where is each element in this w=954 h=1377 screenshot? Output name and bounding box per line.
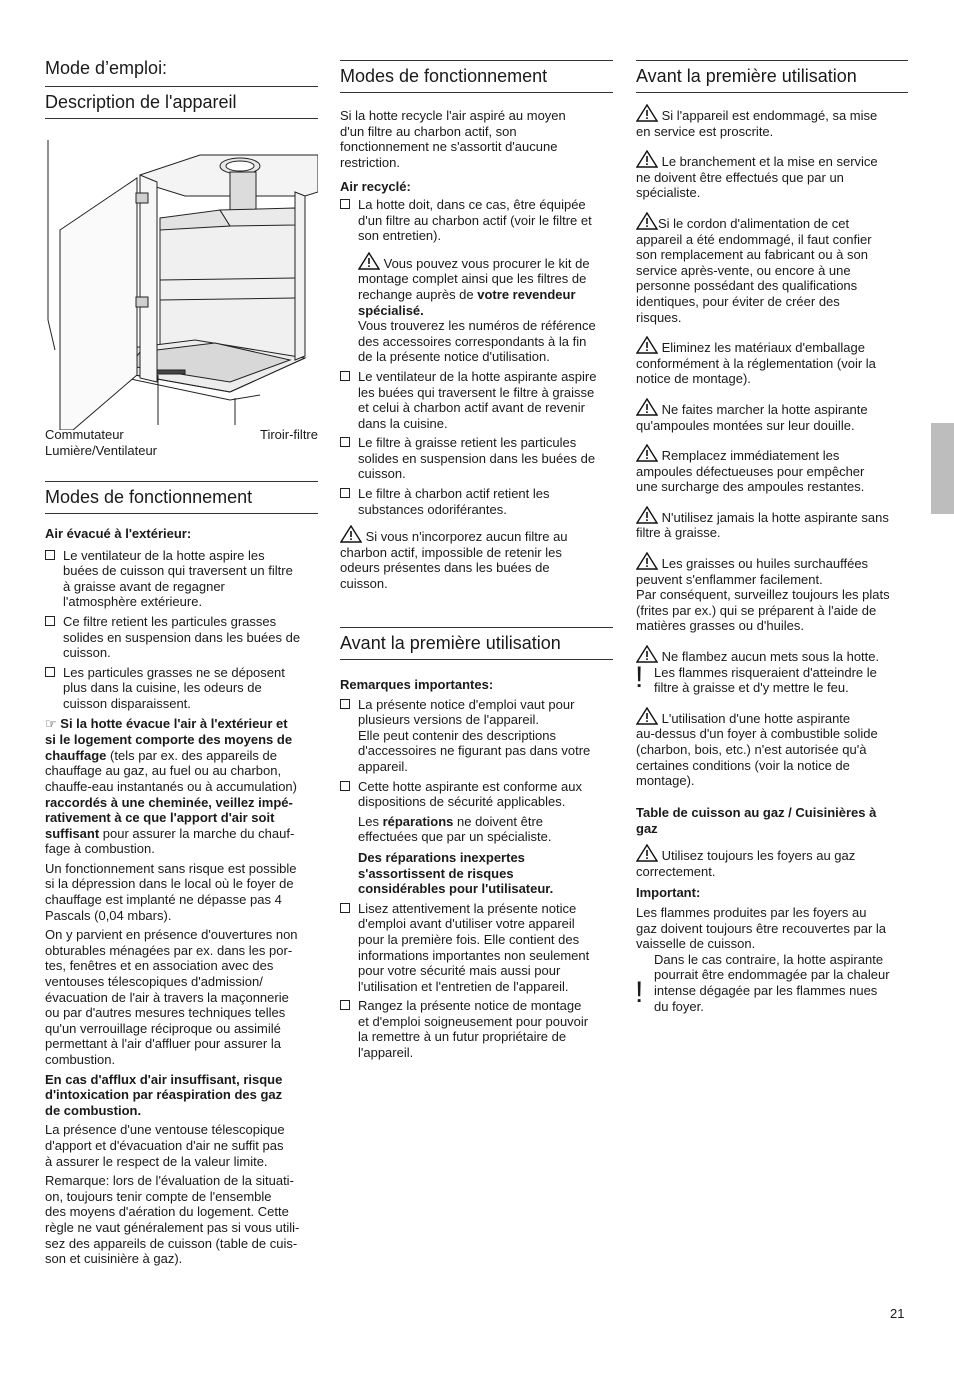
warning-paragraph: Les graisses ou huiles surchauffées peuvent s'enflammer facilement. Par conséquent, surveillez toujours les plats (frites par ex.) qui se préparent à l'aide de matières grasses ou d'huiles. [636,552,908,634]
para-afflux: En cas d'afflux d'air insuffisant, risque d'intoxication par réaspiration des gaz de combustion. [45,1071,283,1118]
caption-commutateur: Commutateur [45,427,124,442]
list-item: Le filtre à graisse retient les particules solides en suspension dans les buées de cuisson. [340,435,613,482]
warning-icon [636,212,658,230]
warning-paragraph: Le branchement et la mise en service ne doivent être effectués que par un spécialiste. [636,150,908,201]
list-item: La présente notice d'emploi vaut pour plusieurs versions de l'appareil. Elle peut contenir des descriptions d'accessoires ne figurant pas dans votre appareil. [340,697,613,775]
side-tab-marker [931,423,954,514]
gaz-block [636,805,908,1014]
section-heading-description: Description de l'appareil [45,86,318,119]
warnings-block [636,104,908,789]
warning-icon [636,398,658,416]
exclamation-icon: ! [635,975,644,1009]
air-recycle-title: Air recyclé: [340,179,411,195]
important-indent: ! Dans le cas contraire, la hotte aspirante pourrait être endommagée par la chaleur intense dégagée par les flammes nues du foyer. [635,951,890,1014]
gaz-warning: Utilisez toujours les foyers au gaz correctement. [636,844,908,879]
list-item: Le ventilateur de la hotte aspirante aspire les buées qui traversent le filtre à graisse et celui à charbon actif avant de revenir dans la cuisine. [340,369,613,431]
list-item: Ce filtre retient les particules grasses solides en suspension dans les buées de cuisson. [45,614,318,661]
warning-icon [636,444,658,462]
recycle-block [340,108,613,592]
hand-pointer-icon: ☞ [45,716,57,732]
warning-icon [636,506,658,524]
para-remarque: Remarque: lors de l'évaluation de la situati- on, toujours tenir compte de l'ensemble des moyens d'aération du logement. Cette règle ne vaut généralement pas si vous utili- sez des appareils de cuisson (table de cuis- son et cuisinière à gaz). [45,1173,300,1267]
para-ouvertures: On y parvient en présence d'ouvertures non obturables ménagées par ex. dans les por- tes, fenêtres et en association avec des ventouses télescopiques d'admission/ évacuation de l'air à travers la maçonnerie ou par d'autres mesures techniques telles qu'un verrouillage réciproque ou assimilé permettant à l'air d'affluer pour assurer la combustion. [45,927,298,1067]
warn-no-filter: Si vous n'incorporez aucun filtre au charbon actif, impossible de retenir les odeurs présentes dans les buées de cuisson. [340,525,613,591]
kit-note: Vous pouvez vous procurer le kit de montage complet ainsi que les filtres de rechange auprès de votre revendeur spécialisé. Vous trouverez les numéros de référence des accessoires correspondants à la fin de la présente notice d'utilisation. [340,252,613,365]
section-title-mode-emploi: Mode d’emploi: [45,58,168,78]
list-item: Lisez attentivement la présente notice d'emploi avant d'utiliser votre appareil pour la première fois. Elle contient des informations importantes non seulement pour votre sécurité mais aussi pour l'utilisation et l'entretien de l'appareil. [340,901,613,995]
section-heading-avant-2: Avant la première utilisation [340,627,613,660]
remarques-title: Remarques importantes: [340,677,494,692]
warning-paragraph: Si le cordon d'alimentation de cet appareil a été endommagé, il faut confier son remplacement au fabricant ou à son service après-vente, ou encore à une personne possédant des qualifications identiques, pour éviter de créer des risques. [636,212,908,325]
list-item: Le ventilateur de la hotte aspire les buées de cuisson qui traversent un filtre à graisse avant de regagner l'atmosphère extérieure. [45,548,318,610]
warning-icon [636,104,658,122]
warning-icon [358,252,380,270]
list-item: Le filtre à charbon actif retient les substances odoriférantes. [340,486,613,517]
list-item: Cette hotte aspirante est conforme aux dispositions de sécurité applicables. [340,779,613,810]
para-ventouse: La présence d'une ventouse télescopique d'apport et d'évacuation d'air ne suffit pas à assurer le respect de la valeur limite. [45,1122,285,1169]
list-item: Rangez la présente notice de montage et d'emploi soigneusement pour pouvoir la remettre à un futur propriétaire de l'appareil. [340,998,613,1060]
warning-paragraph: L'utilisation d'une hotte aspirante au-dessus d'un foyer à combustible solide (charbon, bois, etc.) n'est autorisée qu'à certaines conditions (voir la notice de montage). [636,707,908,789]
warning-icon [636,552,658,570]
warning-icon [340,525,362,543]
warning-paragraph: Eliminez les matériaux d'emballage conformément à la réglementation (voir la notice de montage). [636,336,908,387]
remarques-block [340,677,613,1061]
warning-icon [636,707,658,725]
important-text: Les flammes produites par les foyers au gaz doivent toujours être recouvertes par la vaisselle de cuisson. [636,904,887,952]
air-evacue-title: Air évacué à l'extérieur: [45,526,192,541]
air-evacue-block [45,526,318,1267]
warning-icon [636,844,658,862]
gaz-title: Table de cuisson au gaz / Cuisinières à gaz [636,805,877,836]
warning-paragraph: Ne faites marcher la hotte aspirante qu'ampoules montées sur leur douille. [636,398,908,433]
section-heading-modes-2: Modes de fonctionnement [340,60,613,93]
chauffage-note: ☞ Si la hotte évacue l'air à l'extérieur et si le logement comporte des moyens de chauffage (tels par ex. des appareils de chauffage au gaz, au fuel ou au charbon, chauffe-eau instantanés ou à accumulation) raccordés à une cheminée, veillez impé- rativement à ce que l'apport d'air soit suffisant pour assurer la marche du chauf- fage à combustion. [45,715,297,857]
important-title: Important: [636,885,701,901]
page-number: 21 [890,1306,905,1321]
section-heading-avant-3: Avant la première utilisation [636,60,908,93]
para-depression: Un fonctionnement sans risque est possible si la dépression dans le local où le foyer de chauffage est implanté ne dépasse pas 4 Pascals (0,04 mbars). [45,860,297,923]
warning-paragraph: N'utilisez jamais la hotte aspirante sans filtre à graisse. [636,506,908,541]
warning-paragraph: Remplacez immédiatement les ampoules défectueuses pour empêcher une surcharge des ampoules restantes. [636,444,908,495]
hood-figure [45,130,318,430]
warning-paragraph: ! Ne flambez aucun mets sous la hotte. Les flammes risqueraient d'atteindre le filtre à graisse et d'y mettre le feu. [636,645,908,696]
list-item: La hotte doit, dans ce cas, être équipée d'un filtre au charbon actif (voir le filtre et son entretien). [340,197,613,244]
warning-icon [636,336,658,354]
caption-tiroir-filtre: Tiroir-filtre [259,427,318,442]
intro-para: Si la hotte recycle l'air aspiré au moyen d'un filtre au charbon actif, son fonctionnement ne s'assortit d'aucune restriction. [340,108,566,170]
caption-lumiere-ventilateur: Lumière/Ventilateur [45,443,158,458]
warning-icon [636,150,658,168]
section-heading-modes-1: Modes de fonctionnement [45,481,318,514]
list-item: Les particules grasses ne se déposent plus dans la cuisine, les odeurs de cuisson disparaissent. [45,665,318,712]
exclamation-icon: ! [635,661,644,695]
warning-paragraph: Si l'appareil est endommagé, sa mise en service est proscrite. [636,104,908,139]
reparations-note: Les réparations ne doivent être effectuées que par un spécialiste. Des réparations inexpertes s'assortissent de risques considérables pour l'utilisateur. [358,813,554,897]
